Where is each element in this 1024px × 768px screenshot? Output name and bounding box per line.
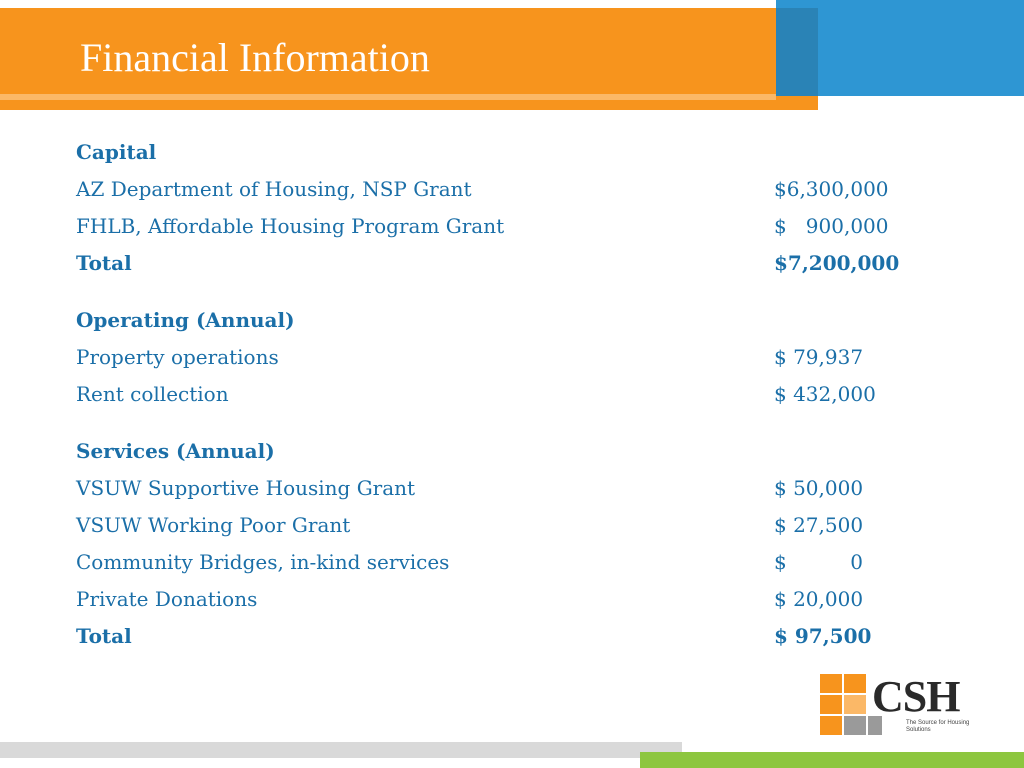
capital-row-label: AZ Department of Housing, NSP Grant — [76, 177, 472, 201]
services-row — [76, 544, 936, 581]
capital-total-amount: $7,200,000 — [774, 251, 900, 275]
services-row-label: VSUW Working Poor Grant — [76, 513, 351, 537]
capital-total-row — [76, 245, 936, 282]
csh-logo-tagline: The Source for Housing Solutions — [906, 720, 970, 733]
services-row-label: Community Bridges, in-kind services — [76, 550, 450, 574]
capital-row-amount: $6,300,000 — [774, 177, 889, 201]
logo-cell — [820, 674, 842, 693]
csh-logo — [820, 674, 970, 740]
services-total-row — [76, 618, 936, 655]
section-spacer — [76, 282, 936, 302]
services-total-label: Total — [76, 624, 132, 648]
capital-row-amount: $ 900,000 — [774, 214, 889, 238]
capital-heading: Capital — [76, 140, 157, 164]
operating-heading: Operating (Annual) — [76, 308, 295, 332]
logo-cell — [844, 674, 866, 693]
services-total-amount: $ 97,500 — [774, 624, 872, 648]
services-row-amount: $ 50,000 — [774, 476, 864, 500]
services-row — [76, 507, 936, 544]
operating-row — [76, 376, 936, 413]
operating-row-label: Property operations — [76, 345, 279, 369]
header-blue-overlap — [776, 8, 818, 96]
capital-row-label: FHLB, Affordable Housing Program Grant — [76, 214, 505, 238]
services-row-amount: $ 20,000 — [774, 587, 864, 611]
footer-gray-bar — [0, 742, 682, 758]
operating-row — [76, 339, 936, 376]
financial-table — [76, 134, 936, 655]
services-row-amount: $ 27,500 — [774, 513, 864, 537]
operating-row-amount: $ 432,000 — [774, 382, 876, 406]
capital-total-label: Total — [76, 251, 132, 275]
logo-cell — [820, 716, 842, 735]
services-row — [76, 581, 936, 618]
operating-row-label: Rent collection — [76, 382, 229, 406]
operating-row-amount: $ 79,937 — [774, 345, 864, 369]
services-row — [76, 470, 936, 507]
slide-title: Financial Information — [80, 35, 430, 80]
logo-cell — [820, 695, 842, 714]
logo-cell — [844, 716, 866, 735]
capital-row — [76, 208, 936, 245]
capital-row — [76, 171, 936, 208]
footer-green-bar — [640, 752, 1024, 768]
services-row-label: Private Donations — [76, 587, 258, 611]
services-row-amount: $ 0 — [774, 550, 864, 574]
logo-cell — [844, 695, 866, 714]
section-spacer — [76, 413, 936, 433]
header-light-stripe — [0, 94, 776, 100]
services-heading: Services (Annual) — [76, 439, 275, 463]
services-row-label: VSUW Supportive Housing Grant — [76, 476, 416, 500]
csh-logo-wordmark: CSH — [872, 672, 960, 721]
